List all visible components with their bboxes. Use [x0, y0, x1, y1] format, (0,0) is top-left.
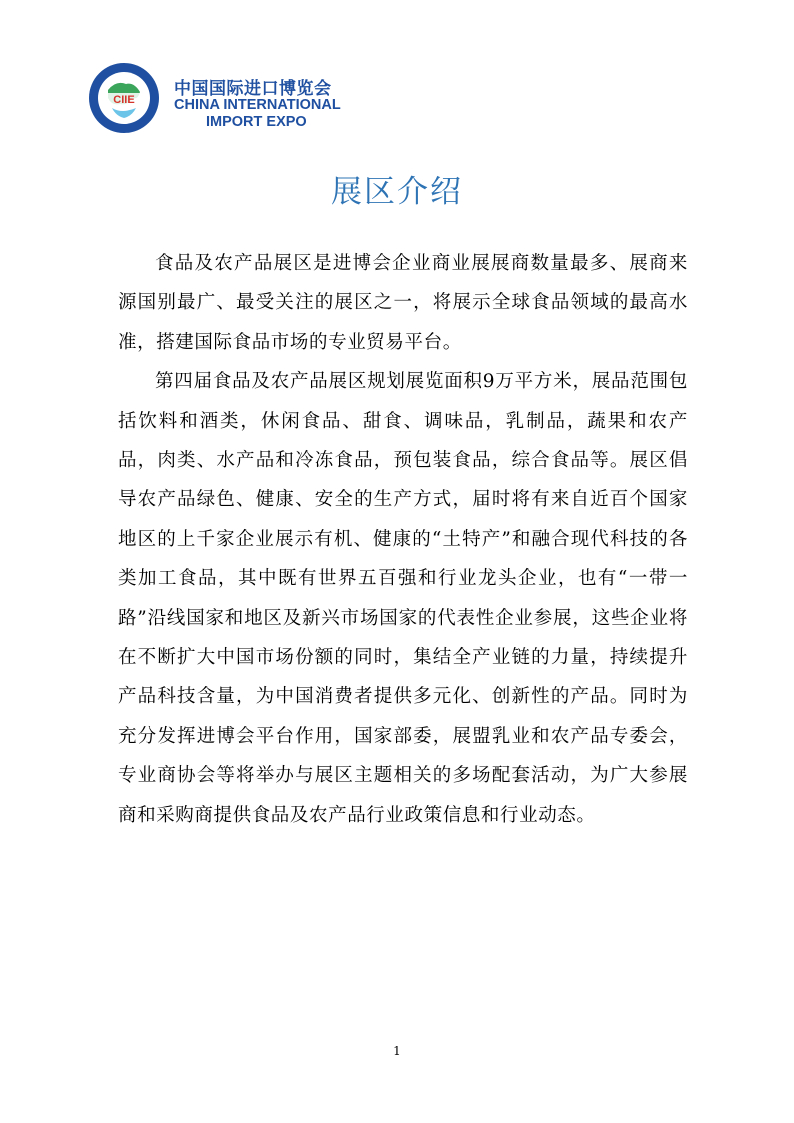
- document-body: [118, 244, 688, 835]
- page-title: 展区介绍: [331, 174, 463, 210]
- org-name-english-line1: CHINA INTERNATIONAL: [174, 97, 341, 113]
- org-name-chinese: 中国国际进口博览会: [174, 79, 332, 99]
- org-name-english-line2: IMPORT EXPO: [206, 114, 307, 130]
- svg-text:CIIE: CIIE: [113, 94, 135, 106]
- document-header: [88, 56, 388, 132]
- paragraph: 食品及农产品展区是进博会企业商业展展商数量最多、展商来源国别最广、最受关注的展区之一，将展示全球食品领域的最高水准，搭建国际食品市场的专业贸易平台。: [118, 253, 688, 353]
- ciie-logo-icon: [88, 62, 160, 134]
- page-number: 1: [393, 1044, 401, 1058]
- paragraph: 第四届食品及农产品展区规划展览面积9万平方米，展品范围包括饮料和酒类，休闲食品、甜食、调味品，乳制品，蔬果和农产品，肉类、水产品和冷冻食品，预包装食品，综合食品等。展区倡导农产品绿色、健康、安全的生产方式，届时将有来自近百个国家地区的上千家企业展示有机、健康的“土特产”和融合现代科技的各类加工食品，其中既有世界五百强和行业龙头企业，也有“一带一路”沿线国家和地区及新兴市场国家的代表性企业参展，这些企业将在不断扩大中国市场份额的同时，集结全产业链的力量，持续提升产品科技含量，为中国消费者提供多元化、创新性的产品。同时为充分发挥进博会平台作用，国家部委，展盟乳业和农产品专委会，专业商协会等将举办与展区主题相关的多场配套活动，为广大参展商和采购商提供食品及农产品行业政策信息和行业动态。: [118, 371, 688, 826]
